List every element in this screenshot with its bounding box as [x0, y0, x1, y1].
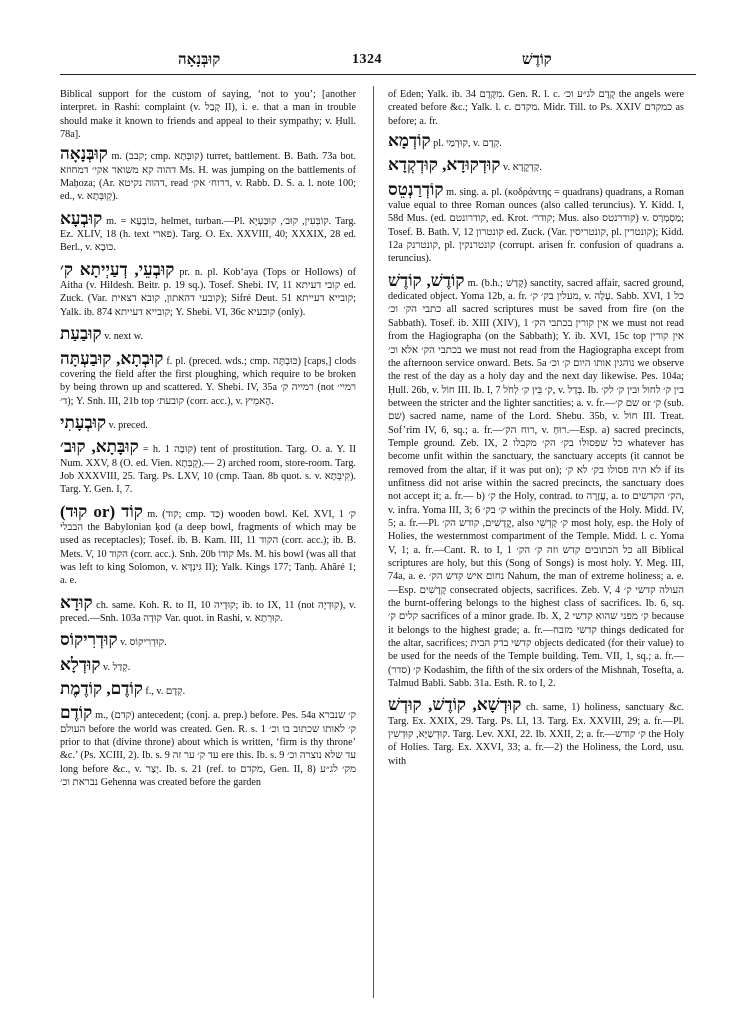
entry-headword: קוּבַעַת	[60, 324, 102, 344]
dictionary-entry	[60, 437, 356, 496]
dictionary-entry	[60, 413, 356, 432]
dictionary-entry	[60, 144, 356, 203]
entry-text: Biblical support for the custom of saying, ‘not to you’; [another interpret. in Rashi: complaint (v. קָבַל II), i. e. that a man in trouble should make it known to friends and appeal to their sympathy; v. Ḥull. 78a].	[60, 89, 356, 141]
dictionary-entry	[60, 630, 356, 649]
entry-text: pr. n. pl. Kob‘aya (Tops or Hollows) of Aitha (v. Hildesh. Beitr. p. 19 sq.). Tosef. Shebi. IV, 11 קובי דעיתא ed. Zuck. (Var. קובעי דהאתון, קובא דצאית); Sifré Deut. 51 קובייא דעייתא; Yalk. ib. 874 קובייא דעייתא; Y. Shebi. VI, 36c קובעיא (only).	[60, 266, 356, 318]
dictionary-entry	[60, 655, 356, 674]
entry-text: = h. קוּבָּה 1) tent of prostitution. Targ. O. a. Y. II Num. XXV, 8 (O. ed. Vien. קֻבְּתָא).— 2) arched room, store-room. Targ. Job XXXVIII, 25. Targ. Ps. LXV, 10 (cmp. Taan. 8b quot. s. v. קִיבְּתָא). Targ. Y. Gen. I, 7.	[60, 444, 356, 496]
continuation-text	[388, 88, 684, 128]
dictionary-entry	[60, 324, 356, 343]
entry-text: v. preced.	[108, 419, 148, 431]
entry-text: pl. קוּדְמַי, v. קְדָם.	[433, 138, 502, 150]
running-head-last-word: קוֹדֶשׁ	[522, 52, 552, 68]
entry-text: m. (קוד; cmp. כַּד) wooden bowl. Kel. XVI, 1 ק׳ הבבלי the Babylonian ḳod (a deep bowl, fragments of which may be used as receptacles); Tosef. ib. B. Kam. III, 11 הקוד (corr. acc.); ib. B. Mets. V, 10 הקוד (corr. acc.). Snh. 20b קוּדוֹ Ms. M. his bowl (was all that was left to king Solomon, v. גִּינְדָּא II); Yalk. Kings 177; Tanḥ. Ahăré 1; a. e.	[60, 508, 356, 587]
entry-headword: קוֹד (or קוּד)	[60, 501, 143, 521]
entry-text: m. sing. a. pl. (κοδράντης = quadrans) quadrans, a Roman value equal to three Roman ounces (also called teruncius). Y. Kidd. I, 58d Mus. (ed. קודרונטם, ed. Krot. קודר׳; Mus. also קודרנטס) v. מַסְמְרָס; Tosef. B. Bath. V, 12 קונטרון ed. Zuck. (Var. קונטריסין, pl. קונטרין); Kidd. 12a קונטרנק, pl. קונטרנקין (corrupt. arisen fr. confusion of quadrans a. teruncius).	[388, 186, 684, 265]
entry-headword: קוּדְשָׁא, קוֹדֶשׁ, קוּדְשׁ	[388, 695, 522, 715]
dictionary-entry	[60, 679, 356, 698]
entry-text: f. pl. (preced. wds.; cmp. כּוּבְתָּה) [caps,] clods covering the field after the first ploughing, which require to be broken by being thrown up and scattered. Y. Shebi. IV, 35a רמייה ק׳ (not רמיי׳ ד׳); Y. Snh. III, 21b top קובעת׳ (corr. acc.), v. הֶאמֵיץ.	[60, 355, 356, 407]
entry-headword: קוּבְעָא	[60, 208, 103, 228]
entry-headword: קוֹדֶם, קוֹדֶמֶת	[60, 679, 143, 699]
entry-headword: קוּבְתָא, קוּבַעְתָּה	[60, 348, 164, 368]
running-head-first-word: קוּבְּנָאָה	[178, 52, 221, 68]
dictionary-entry	[60, 703, 356, 789]
entry-headword: קוּדְרִיקוֹס	[60, 630, 118, 650]
entry-headword: קוֹדֶם	[60, 703, 93, 723]
entry-text: v. קוּדְרִיקוֹס.	[120, 637, 167, 649]
page-number: 1324	[352, 52, 382, 67]
entry-headword: קוֹדֶשׁ, קוֹדֶשׁ	[388, 270, 465, 290]
dictionary-entry	[388, 695, 684, 768]
entry-text: v. next w.	[104, 331, 144, 343]
dictionary-entry	[388, 155, 684, 174]
entry-text: ch. same, 1) holiness, sanctuary &c. Targ. Ex. XXIX, 29. Targ. Ps. LI, 13. Targ. Ex. XXVIII, 29; a. fr.—Pl. קוּדְשַׁיָּא, קוּדְשִׁין. Targ. Lev. XXI, 22. Ib. XXII, 2; a. fr.—ק׳ קודש the Holy of Holies. Targ. Ex. XXVI, 33; a. fr.—2) the Holiness, the Lord, usu. with	[388, 702, 684, 767]
entry-text: v. קְדַל.	[103, 661, 131, 673]
entry-text: m., (קדם) antecedent; (conj. a. prep.) before. Pes. 54a ק׳ שנברא העולם before the world was created. Gen. R. s. 1 ק׳ לאותו שכתוב בו וכ׳ prior to that (divine throne) about which is written, ‘firm is thy throne’ &c.’ (Ps. XCIII, 2). Ib. s. 9 עד ק׳ ער זה ere this. Ib. s. 9 עד שלא נוצרה וכ׳ long before &c., v. יָצַר. Ib. s. 21 (ref. to מקדם, Gen. II, 8) מק׳ לג״ע נבראת וכ׳ Gehenna was created before the garden	[60, 710, 356, 789]
entry-headword: קוֹדְמָא	[388, 131, 431, 151]
header-rule	[60, 74, 696, 75]
entry-text: ch. same. Koh. R. to II, 10 קוּדָיה; ib. to IX, 11 (not קוּדְיָה), v. preced.—Snh. 103a קוּדָה Var. quot. in Rashi, v. קוּרְתָא.	[60, 599, 356, 624]
entry-headword: קוּדְלָא	[60, 654, 101, 674]
dictionary-entry	[60, 260, 356, 319]
entry-text: f., v. קְדָם.	[145, 686, 186, 698]
entry-text: of Eden; Yalk. ib. 34 מִקֶּדֶם. Gen. R. l. c. קֶדֶם לג״ע וכ׳ the angels were created before &c.; Yalk. l. c. מקדם. Midr. Till. to Ps. XXIV כמקדם as before; a. fr.	[388, 89, 684, 127]
dictionary-entry	[60, 502, 356, 588]
dictionary-entry	[388, 271, 684, 691]
entry-headword: קוּדְקוּדָא, קוּדְקְדָא	[388, 155, 501, 175]
dictionary-entry	[388, 180, 684, 266]
dictionary-entry	[60, 349, 356, 408]
entry-headword: קוֹדְרַנְטֵס	[388, 179, 444, 199]
entry-headword: קוּבְּנָאָה	[60, 144, 108, 164]
entry-text: v. קָדְקֳדָא.	[503, 162, 542, 174]
entry-headword: קוּבְעָתִי	[60, 412, 107, 432]
entry-text: m. (קבב; cmp. קוּבְּתָא) turret, battlement. B. Bath. 73a bot. דהוה קא משואר אקי׳ דמחוזא Ms. H. was jumping on the battlements of Maḥoza; (Ar. דהוה נקיטא, read דרוח׳ אק׳, v. Rabb. D. S. a. l. note 100; ed., v. קְוּבְּתָא).	[60, 151, 356, 203]
continuation-text	[60, 88, 356, 141]
entry-text: m. (b.h.; קָדַשׁ) sanctity, sacred affair, sacred ground, dedicated object. Yoma 12b, a. fr. מעלין בק׳ ק׳, v. עָלָה. Sabb. XVI, 1 כל כתבי הק׳ וכ׳ all sacred scriptures must be saved from fire (on the Sabbath). Tosef. ib. XIII (XIV), 1 אין קורין בכתבי הק׳ we must not read from the Hagiographa (on the Sabbath); Y. ib. XVI, 15c top אין קורין בכתבי הק׳ אלא וכ׳ we must not read from the Hagiographa except from the afternoon service onward. Bets. 5a נוהגין אותו היום ק׳ וכ׳ we observe the rest of the day as a holy day and the next day likewise. Pes. 104a; Ḥull. 26b, v. חוֹל III. Ib. I, 7 ק׳ בֵּין ק׳ לְחֹל, v. בְּדַל. Ib. בין ק׳ לחול ובין ק׳ לק׳ between the stricter and the lighter sanctities; a. v. fr.—שם ק׳ or ק׳ (sub. שם) sacred name, name of the Lord. Shebu. 35b, v. חוֹל III. Treat. Sof’rim IV, 6, sq.; a. fr.—רוח הק׳, v. רוּחַ.—Esp. a) sacred precincts, Temple ground. Zeb. IX, 2 כל שפסולו בק׳ הק׳ מקבלו whatever has become unfit within the sanctuary, the sanctuary accepts (it cannot be removed from the altar, if it was put on); לא היה פסולו בק׳ לא ק׳ if its unfitness did not arise within the sacred precincts, the sanctuary does not accept it; a. fr.— b) ק׳ the Holy, contrad. to עֲזָרָה, a. to הק׳ הקדשים, v. infra. Yoma III, 3; 6 ק׳ בק׳ within the precincts of the Holy. Midd. IV, 5; a. fr.—Pl. קֳדָשִׁים, קודש הק׳, also ק׳ קָדְשֵׁי most holy, esp. the Holy of Holies, the westernmost compartment of the Temple. Midd. l. c. Yoma V, 1; a. fr.—Cant. R. to I, 1 כל הכתובים קדש וזה ק׳ הק׳ all Biblical scriptures are holy, but this (Song of Songs) is most holy. Y. Meg. III, 74a, a. e. נחום איש קדש הק׳ Nahum, the man of extreme holiness; a. e.—Esp. קָדָשִׁים consecrated objects, sacrifices. Zeb. V, 4 העולה קדשי ק׳ the burnt-offering belongs to the highest class of sacrifices. Ib. 6, sq. קלים ק׳ sacrifices of a minor grade. Ib. X, 2 ק׳ מפני שהוא קדשי because it belongs to the highest grade; a. fr.—קדשי מזבח things dedicated for the altar, sacrifices; קדשי בדק הבית objects dedicated (for their value) to be used for the needs of the Temple building. Tem. VII, 1, sq.; a. fr.—(סדר) ק׳ Kodashim, the fifth of the six orders of the Mishnah, Tosefta, a. Talmud Babli. Sabb. 31a. Esth. R. to I, 2.	[388, 277, 684, 690]
left-column	[60, 88, 356, 998]
column-divider	[373, 86, 374, 998]
dictionary-entry	[388, 131, 684, 150]
right-column	[388, 88, 684, 998]
dictionary-entry	[60, 209, 356, 255]
entry-headword: קוּבָּתָא, קוּב׳	[60, 437, 139, 457]
entry-headword: קוּבְעֵי, דְעַיְיתָא ק׳	[60, 259, 175, 279]
dictionary-entry	[60, 593, 356, 626]
entry-headword: קוּדָא	[60, 592, 93, 612]
entry-text: m. = כּוֹבָעָא, helmet, turban.—Pl. קוֹבְּעִין, קוּב׳, קוּבַּעְיָא. Targ. Ez. XLIV, 18 (h. text פארי). Targ. O. Ex. XXVIII, 40; XXXIX, 28 ed. Berl., v. כּוּבָא.	[60, 215, 356, 254]
